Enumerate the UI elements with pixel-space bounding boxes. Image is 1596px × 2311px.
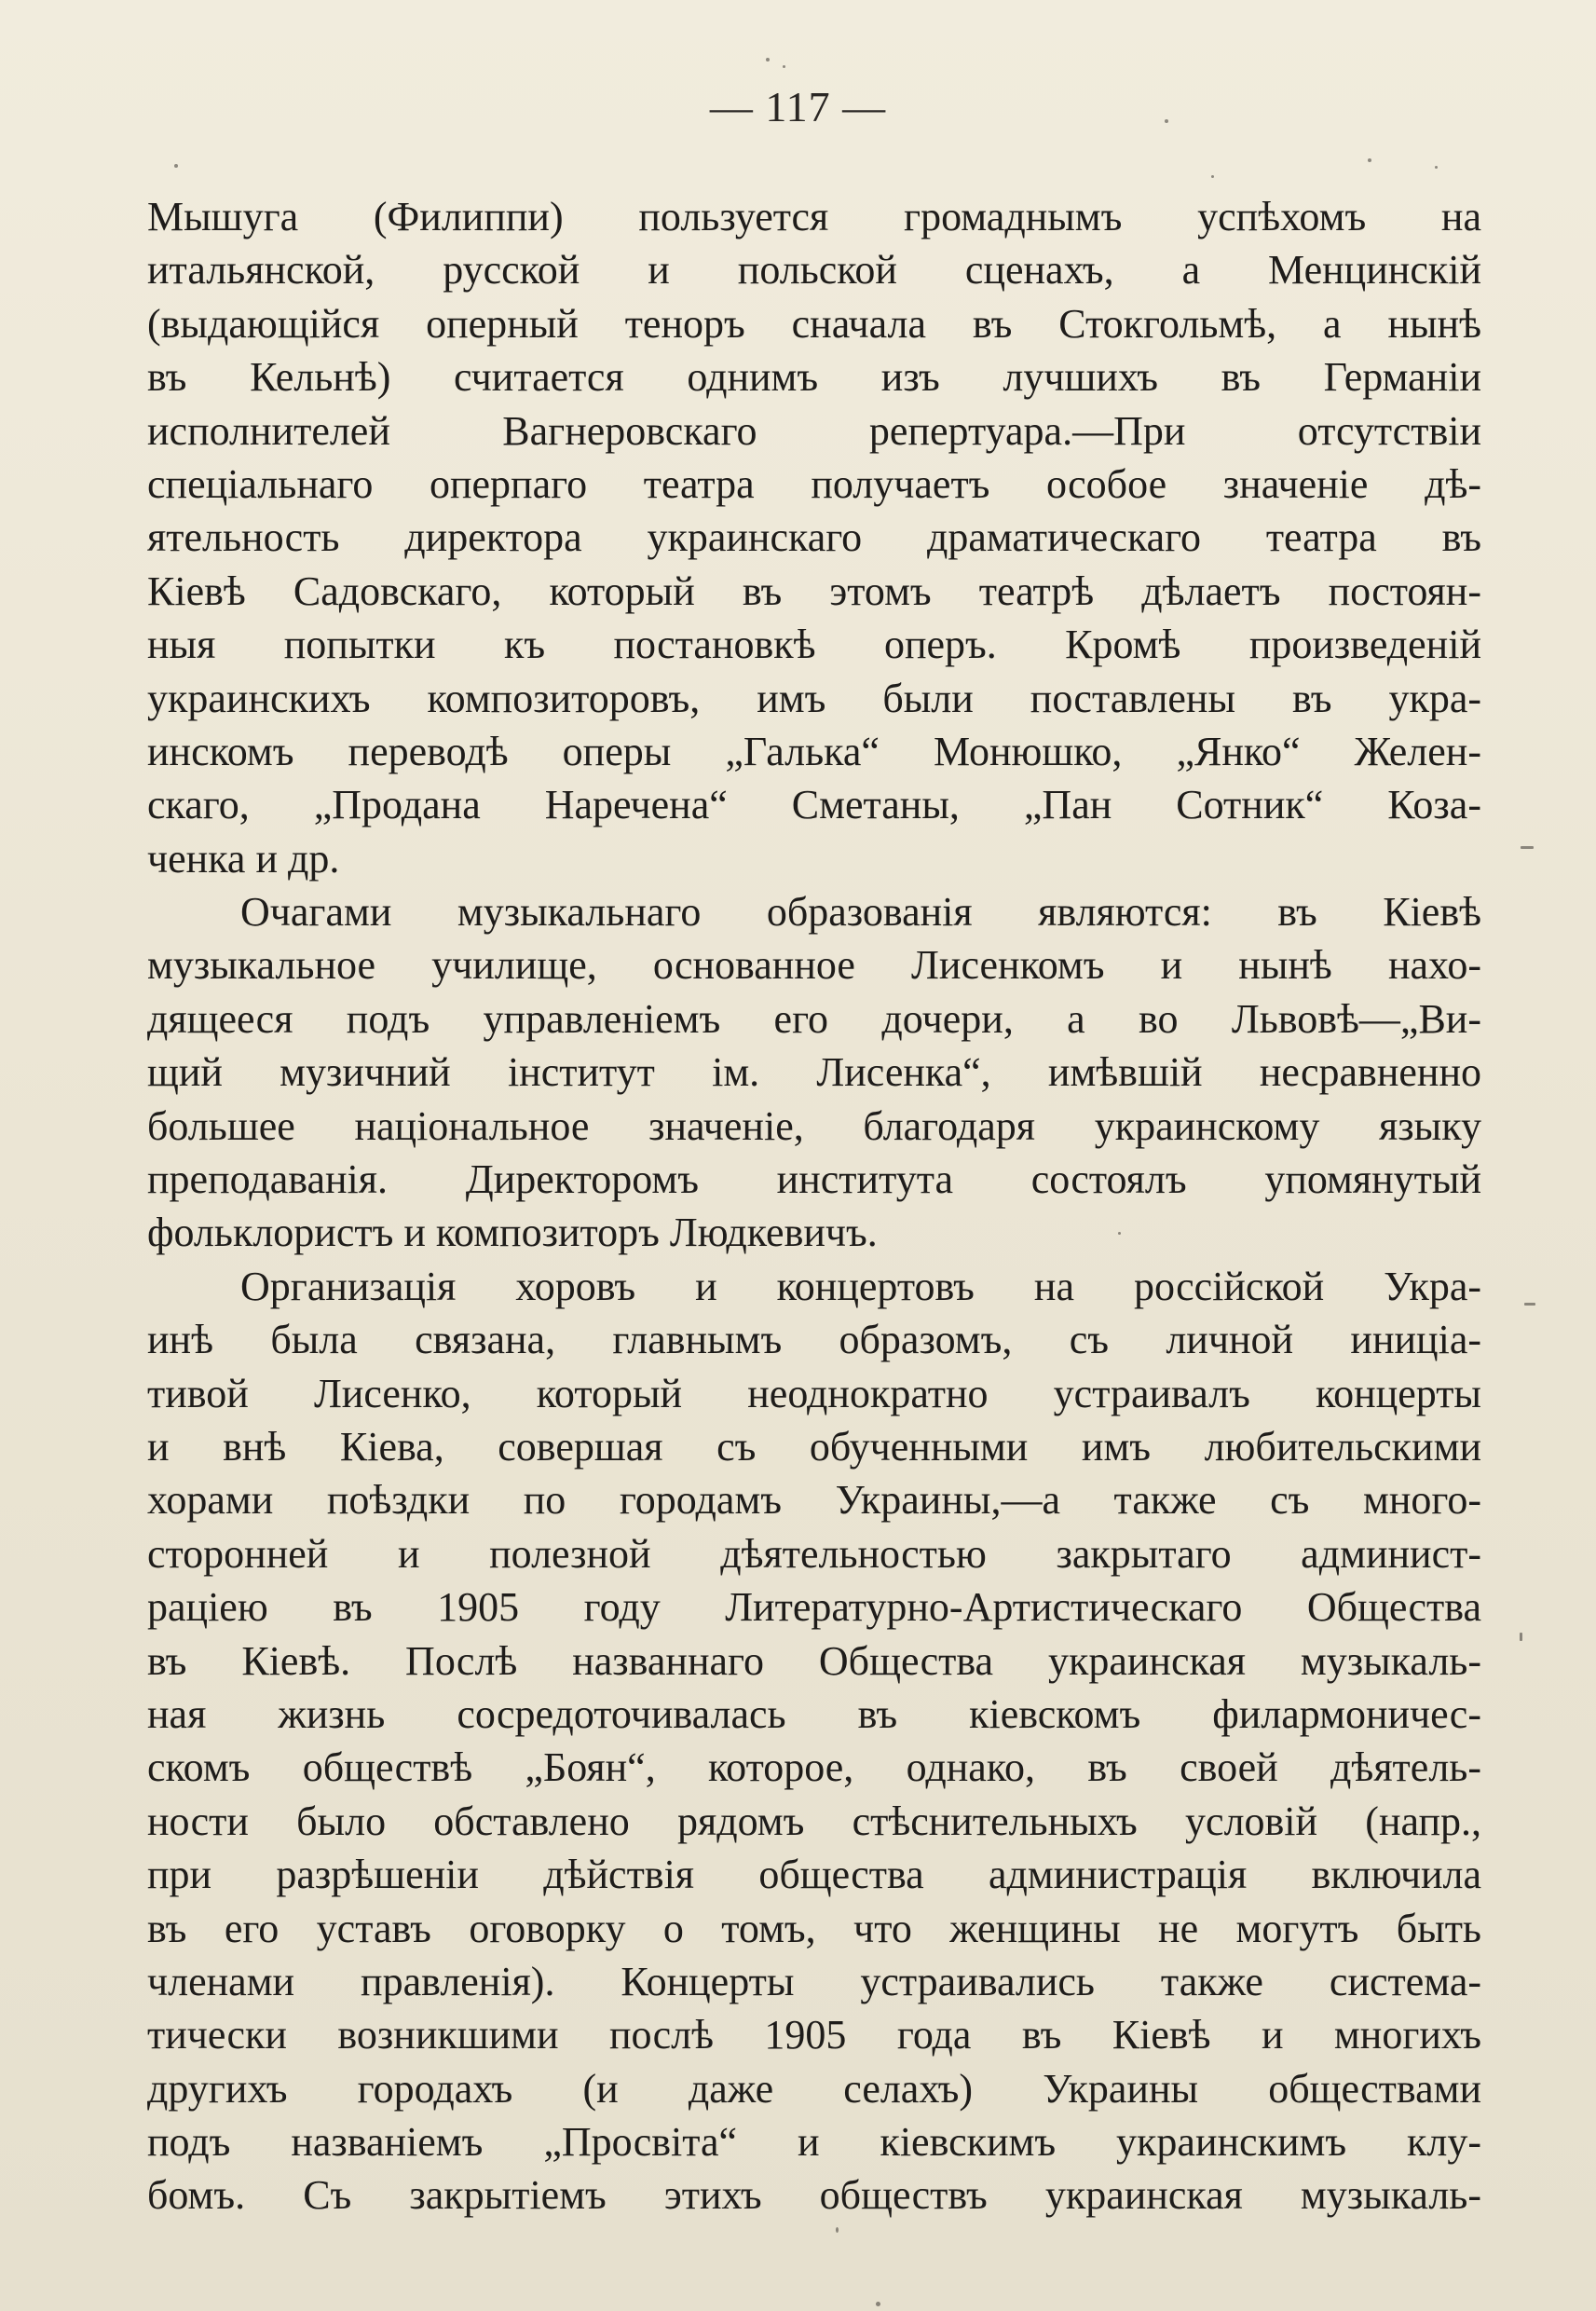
text-line: скаго, „Продана Наречена“ Сметаны, „Пан Сотник“ Коза- (147, 782, 1481, 828)
text-line: фольклористъ и композиторъ Людкевичъ. (147, 1210, 878, 1256)
text-line: ная жизнь сосредоточивалась въ кіевскомъ филармоничес- (147, 1690, 1481, 1737)
print-speck (876, 2302, 880, 2306)
text-line: членами правленія). Концерты устраивались также система- (147, 1958, 1481, 2004)
text-line: другихъ городахъ (и даже селахъ) Украины обществами (147, 2065, 1481, 2112)
paragraph-3 (147, 1260, 1481, 2222)
text-line: исполнителей Вагнеровскаго репертуара.—При отсутствіи (147, 407, 1481, 454)
text-line: преподаванія. Директоромъ института состоялъ упомянутый (147, 1156, 1481, 1203)
text-line: ныя попытки къ постановкѣ оперъ. Кромѣ произведеній (147, 622, 1481, 668)
text-line: скомъ обществѣ „Боян“, которое, однако, въ своей дѣятель- (147, 1744, 1481, 1791)
text-line: въ Кельнѣ) считается однимъ изъ лучшихъ въ Германіи (147, 354, 1481, 401)
page-number: — 117 — (709, 83, 887, 130)
text-line: Очагами музыкальнаго образованія являются: въ Кіевѣ (240, 889, 1481, 936)
text-line: сторонней и полезной дѣятельностью закрытаго админист- (147, 1530, 1481, 1577)
text-line: спеціальнаго оперпаго театра получаетъ особое значеніе дѣ- (147, 460, 1481, 507)
text-line: и внѣ Кіева, совершая съ обученными имъ любительскими (147, 1423, 1481, 1470)
text-line: ченка и др. (147, 835, 340, 882)
text-line: итальянской, русской и польской сценахъ, а Менцинскій (147, 247, 1481, 294)
text-line: въ его уставъ оговорку о томъ, что женщины не могутъ быть (147, 1905, 1481, 1951)
print-speck (1118, 1232, 1121, 1235)
text-line: ятельность директора украинскаго драматическаго театра въ (147, 514, 1481, 561)
print-speck (1368, 158, 1371, 162)
print-speck (174, 164, 178, 168)
print-speck (783, 65, 785, 68)
text-line: Мышуга (Филиппи) пользуется громаднымъ успѣхомъ на (147, 194, 1481, 239)
text-line: инѣ была связана, главнымъ образомъ, съ личной иниціа- (147, 1317, 1481, 1363)
text-line: въ Кіевѣ. Послѣ названнаго Общества украинская музыкаль- (147, 1637, 1481, 1684)
paragraph-2 (147, 885, 1481, 1260)
text-line: большее національное значеніе, благодаря украинскому языку (147, 1102, 1481, 1149)
print-speck (1524, 1303, 1535, 1306)
print-speck (1211, 175, 1214, 178)
text-line: украинскихъ композиторовъ, имъ были поставлены въ укра- (147, 675, 1481, 721)
text-line: Кіевѣ Садовскаго, который въ этомъ театрѣ дѣлаетъ постоян- (147, 567, 1481, 614)
print-speck (1435, 166, 1438, 169)
paragraph-1 (147, 190, 1481, 885)
text-line: тически возникшими послѣ 1905 года въ Кіевѣ и многихъ (147, 2012, 1481, 2058)
text-line: хорами поѣздки по городамъ Украины,—а также съ много- (147, 1477, 1481, 1524)
text-line: тивой Лисенко, который неоднократно устраивалъ концерты (147, 1370, 1481, 1416)
text-line: при разрѣшеніи дѣйствія общества администрація включила (147, 1852, 1481, 1898)
print-speck (836, 2227, 839, 2233)
print-speck (1521, 846, 1534, 849)
text-line: щий музичний інститут ім. Лисенка“, имѣвшій несравненно (147, 1049, 1481, 1096)
text-line: (выдающійся оперный теноръ сначала въ Стокгольмѣ, а нынѣ (147, 300, 1481, 347)
text-line: бомъ. Съ закрытіемъ этихъ обществъ украинская музыкаль- (147, 2172, 1481, 2219)
print-speck (1520, 1633, 1522, 1641)
text-line: инскомъ переводѣ оперы „Галька“ Монюшко, „Янко“ Желен- (147, 728, 1481, 774)
text-line: ности было обставлено рядомъ стѣснительныхъ условій (напр., (147, 1798, 1481, 1844)
text-line: музыкальное училище, основанное Лисенкомъ и нынѣ нахо- (147, 942, 1481, 989)
text-line: подъ названіемъ „Просвіта“ и кіевскимъ украинскимъ клу- (147, 2119, 1481, 2166)
text-line: раціею въ 1905 году Литературно-Артистическаго Общества (147, 1584, 1481, 1631)
text-line: Организація хоровъ и концертовъ на россійской Укра- (240, 1263, 1481, 1309)
print-speck (1165, 119, 1168, 123)
print-speck (766, 58, 770, 62)
text-line: дящееся подъ управленіемъ его дочери, а во Львовѣ—„Ви- (147, 995, 1481, 1042)
body-text (147, 190, 1481, 2222)
